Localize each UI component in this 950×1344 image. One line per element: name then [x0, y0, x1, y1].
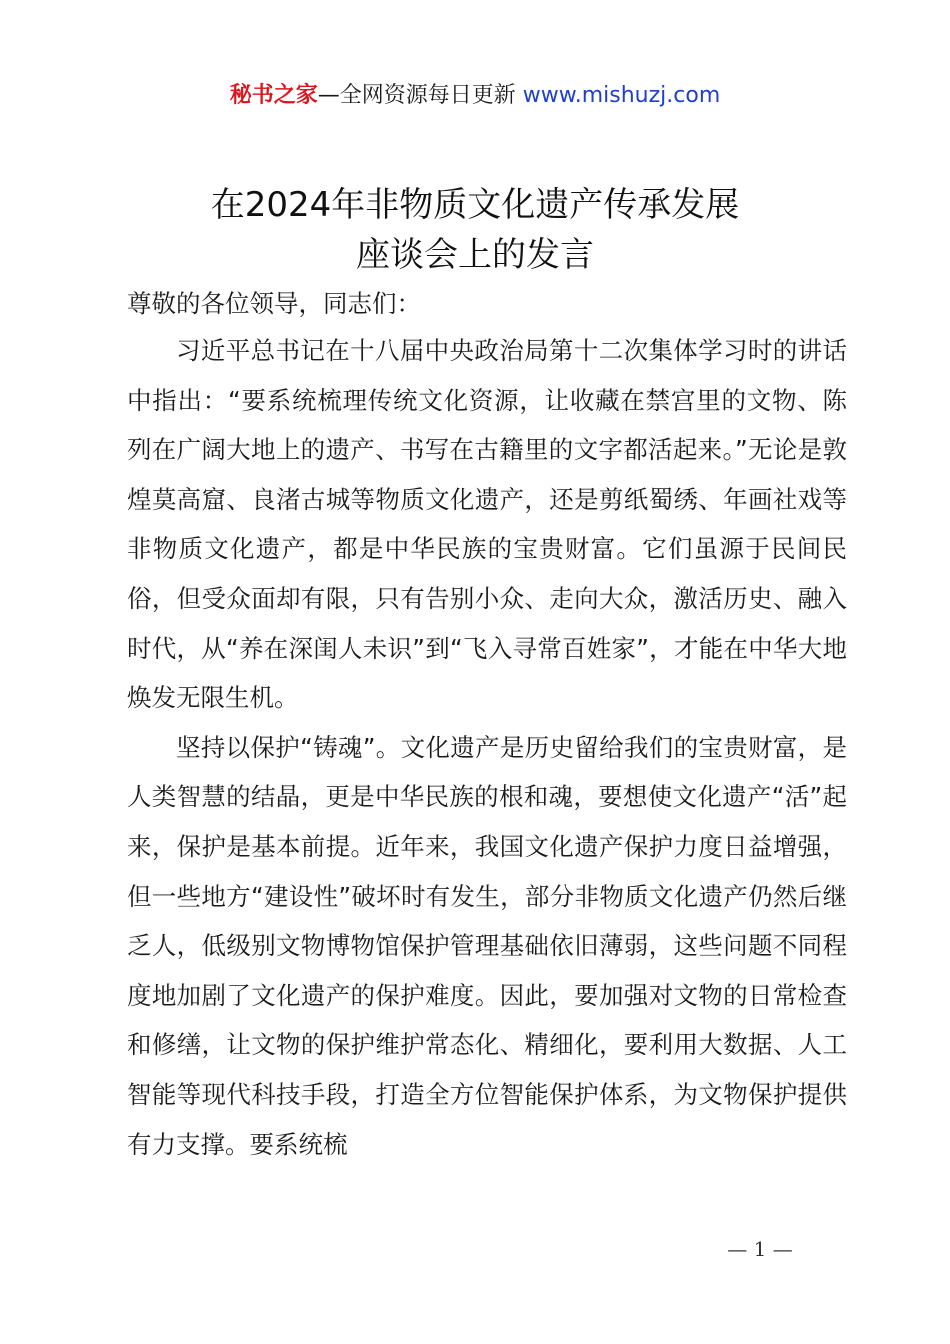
document-title [0, 180, 950, 280]
title-line-2: 座谈会上的发言 [356, 235, 594, 275]
document-body [127, 282, 847, 1169]
paragraph-1: 习近平总书记在十八届中央政治局第十二次集体学习时的讲话中指出：“要系统梳理传统文化资源，让收藏在禁宫里的文物、陈列在广阔大地上的遗产、书写在古籍里的文字都活起来。”无论是敦煌莫高窟、良渚古城等物质文化遗产，还是剪纸蜀绣、年画社戏等非物质文化遗产，都是中华民族的宝贵财富。它们虽源于民间民俗，但受众面却有限，只有告别小众、走向大众，激活历史、融入时代，从“养在深闺人未识”到“飞入寻常百姓家”，才能在中华大地焕发无限生机。 [127, 336, 847, 713]
page-number: — 1 — [727, 1237, 793, 1261]
site-header [0, 78, 950, 114]
title-line-1: 在2024年非物质文化遗产传承发展 [210, 185, 740, 225]
brand-name: 秘书之家 [229, 83, 318, 108]
paragraph-2: 坚持以保护“铸魂”。文化遗产是历史留给我们的宝贵财富，是人类智慧的结晶，更是中华民族的根和魂，要想使文化遗产“活”起来，保护是基本前提。近年来，我国文化遗产保护力度日益增强，但一些地方“建设性”破坏时有发生，部分非物质文化遗产仍然后继乏人，低级别文物博物馆保护管理基础依旧薄弱，这些问题不同程度地加剧了文化遗产的保护难度。因此，要加强对文物的日常检查和修缮，让文物的保护维护常态化、精细化，要利用大数据、人工智能等现代科技手段，打造全方位智能保护体系，为文物保护提供有力支撑。要系统梳 [127, 732, 847, 1159]
salutation: 尊敬的各位领导，同志们： [127, 289, 421, 318]
header-slogan: —全网资源每日更新 [317, 83, 516, 108]
website-link[interactable]: www.mishuzj.com [522, 83, 721, 108]
